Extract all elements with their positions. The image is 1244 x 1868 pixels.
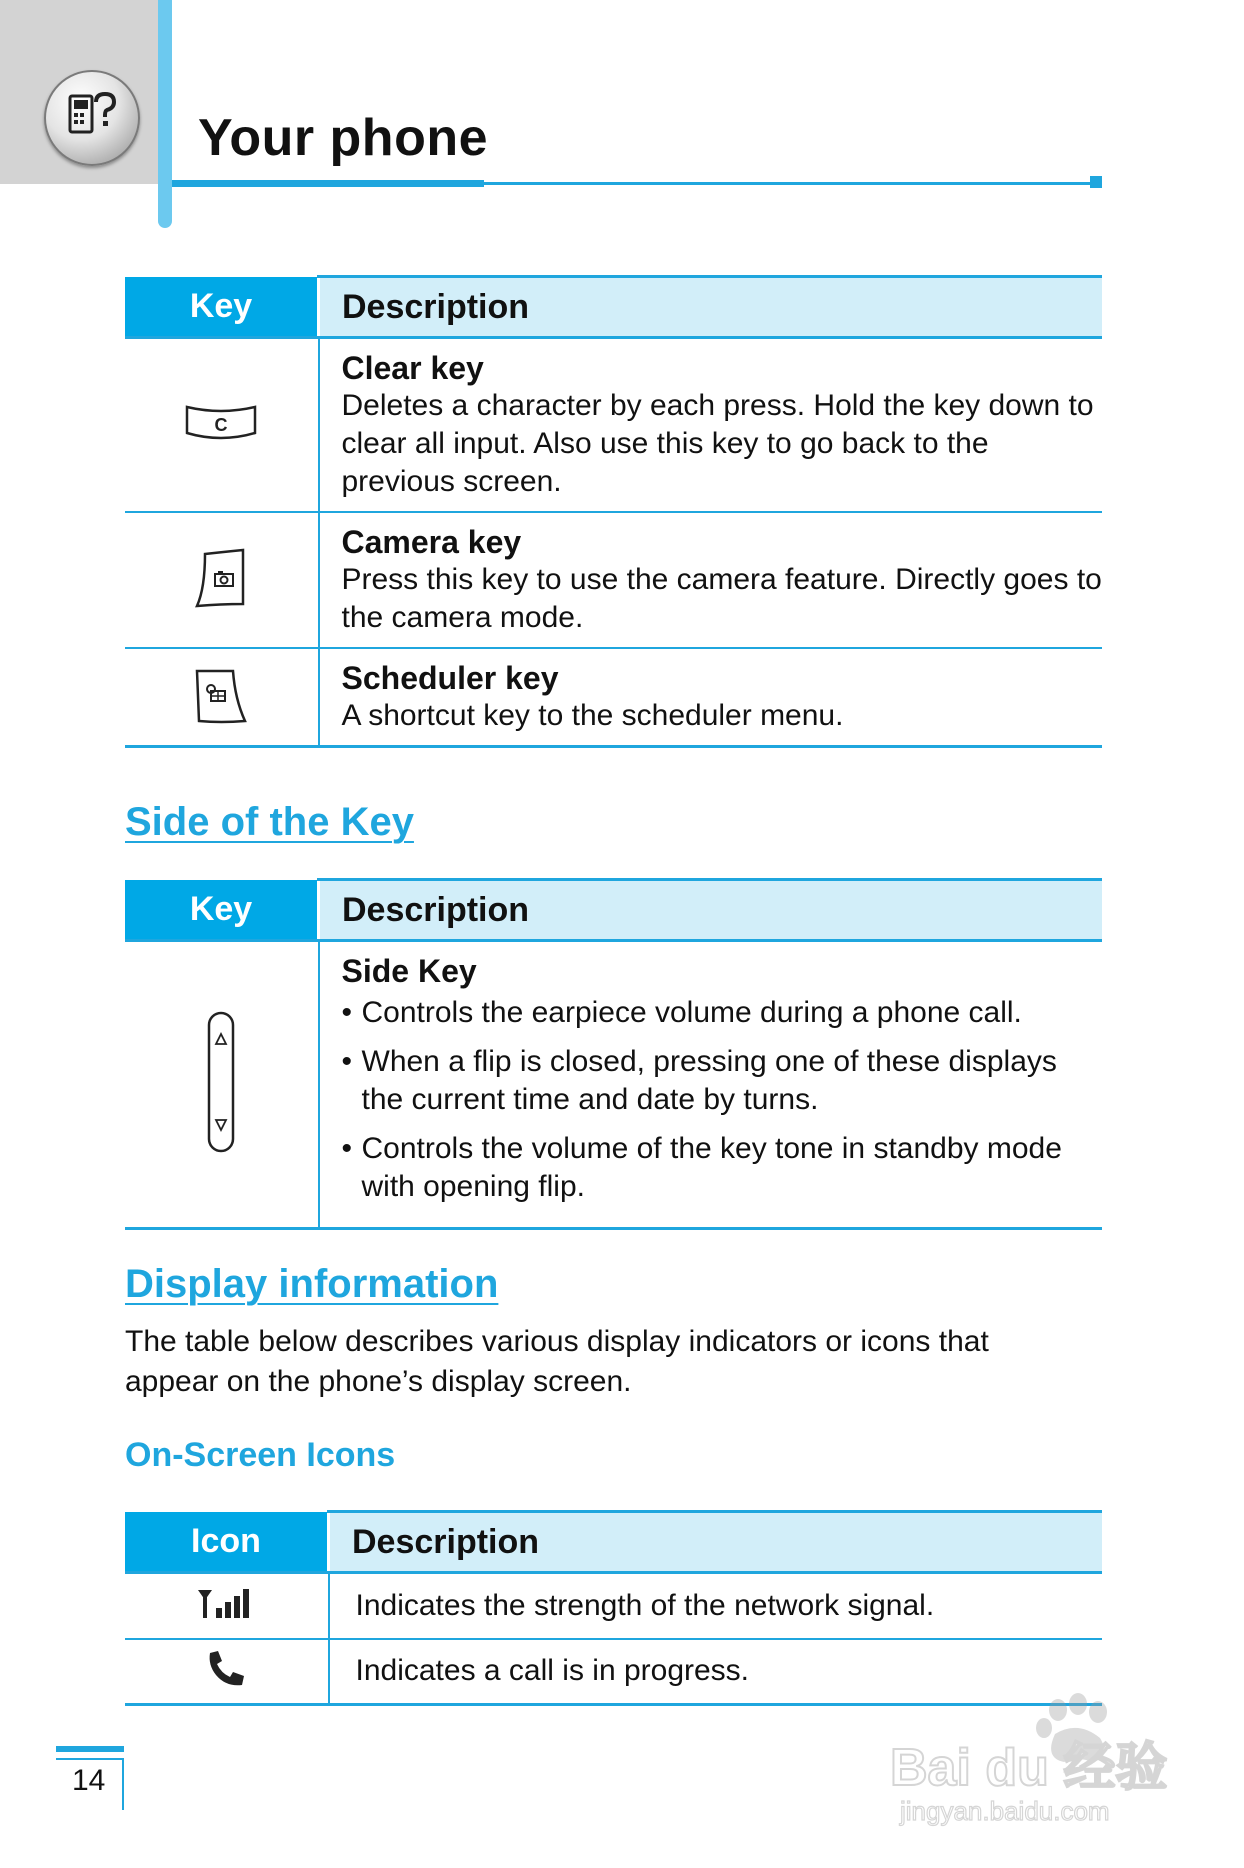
row-text: A shortcut key to the scheduler menu. (341, 699, 844, 732)
description-cell: Indicates a call is in progress. (329, 1639, 1103, 1705)
clear-key-icon (184, 403, 258, 443)
key-cell (125, 941, 319, 1229)
row-title: Camera key (341, 524, 522, 560)
side-key-icon (206, 1010, 236, 1154)
icons-table (125, 1510, 1102, 1706)
table-row (125, 1573, 1102, 1639)
page-number-line (56, 1758, 124, 1760)
description-cell (319, 941, 1103, 1229)
watermark-brand: Bai du 经验 (890, 1739, 1168, 1797)
list-item: • Controls the earpiece volume during a phone call. (342, 994, 1103, 1032)
table-row (125, 512, 1102, 648)
description-column-header: Description (319, 880, 1103, 941)
description-cell (319, 648, 1103, 747)
bullet-list (342, 994, 1103, 1206)
scheduler-key-icon (193, 665, 249, 725)
key-cell (125, 648, 319, 747)
on-screen-icons-heading: On-Screen Icons (125, 1436, 396, 1474)
key-table (125, 275, 1102, 748)
camera-key-icon (193, 548, 249, 608)
description-cell (319, 338, 1103, 513)
page-number-divider (122, 1758, 124, 1810)
watermark-url: jingyan.baidu.com (900, 1796, 1110, 1826)
table-row (125, 648, 1102, 747)
list-item: • When a flip is closed, pressing one of these displays the current time and date by turns. (342, 1043, 1103, 1119)
row-text: Deletes a character by each press. Hold the key down to clear all input. Also use this key to go back to the previous screen. (341, 389, 1094, 498)
row-text: Press this key to use the camera feature. Directly goes to the camera mode. (341, 563, 1102, 634)
icon-cell (125, 1639, 329, 1705)
phone-question-icon (44, 70, 140, 166)
page-number: 14 (72, 1764, 106, 1797)
row-title: Side Key (341, 953, 477, 989)
row-title: Clear key (341, 350, 484, 386)
table-row (125, 941, 1102, 1229)
signal-strength-icon (196, 1586, 256, 1620)
key-cell (125, 512, 319, 648)
key-column-header: Key (125, 277, 319, 338)
display-info-heading: Display information (125, 1262, 499, 1306)
clear-key-glyph: C (214, 414, 228, 435)
side-key-heading: Side of the Key (125, 800, 414, 844)
title-rule-end (1090, 176, 1102, 188)
side-key-table (125, 878, 1102, 1230)
key-cell (125, 338, 319, 513)
description-column-header: Description (329, 1512, 1103, 1573)
description-cell (319, 512, 1103, 648)
icon-column-header: Icon (125, 1512, 329, 1573)
row-title: Scheduler key (341, 660, 559, 696)
page-number-bar (56, 1746, 124, 1752)
icon-cell (125, 1573, 329, 1639)
baidu-watermark (880, 1690, 1180, 1830)
key-column-header: Key (125, 880, 319, 941)
display-intro: The table below describes various display indicators or icons that appear on the phone’s display screen. (125, 1325, 989, 1398)
list-item: • Controls the volume of the key tone in standby mode with opening flip. (342, 1130, 1103, 1206)
table-row (125, 338, 1102, 513)
description-cell: Indicates the strength of the network signal. (329, 1573, 1103, 1639)
call-in-progress-icon (204, 1649, 248, 1689)
description-column-header: Description (319, 277, 1103, 338)
page-title: Your phone (198, 109, 489, 167)
corner-stripe (158, 0, 172, 228)
title-rule-accent (172, 180, 484, 187)
